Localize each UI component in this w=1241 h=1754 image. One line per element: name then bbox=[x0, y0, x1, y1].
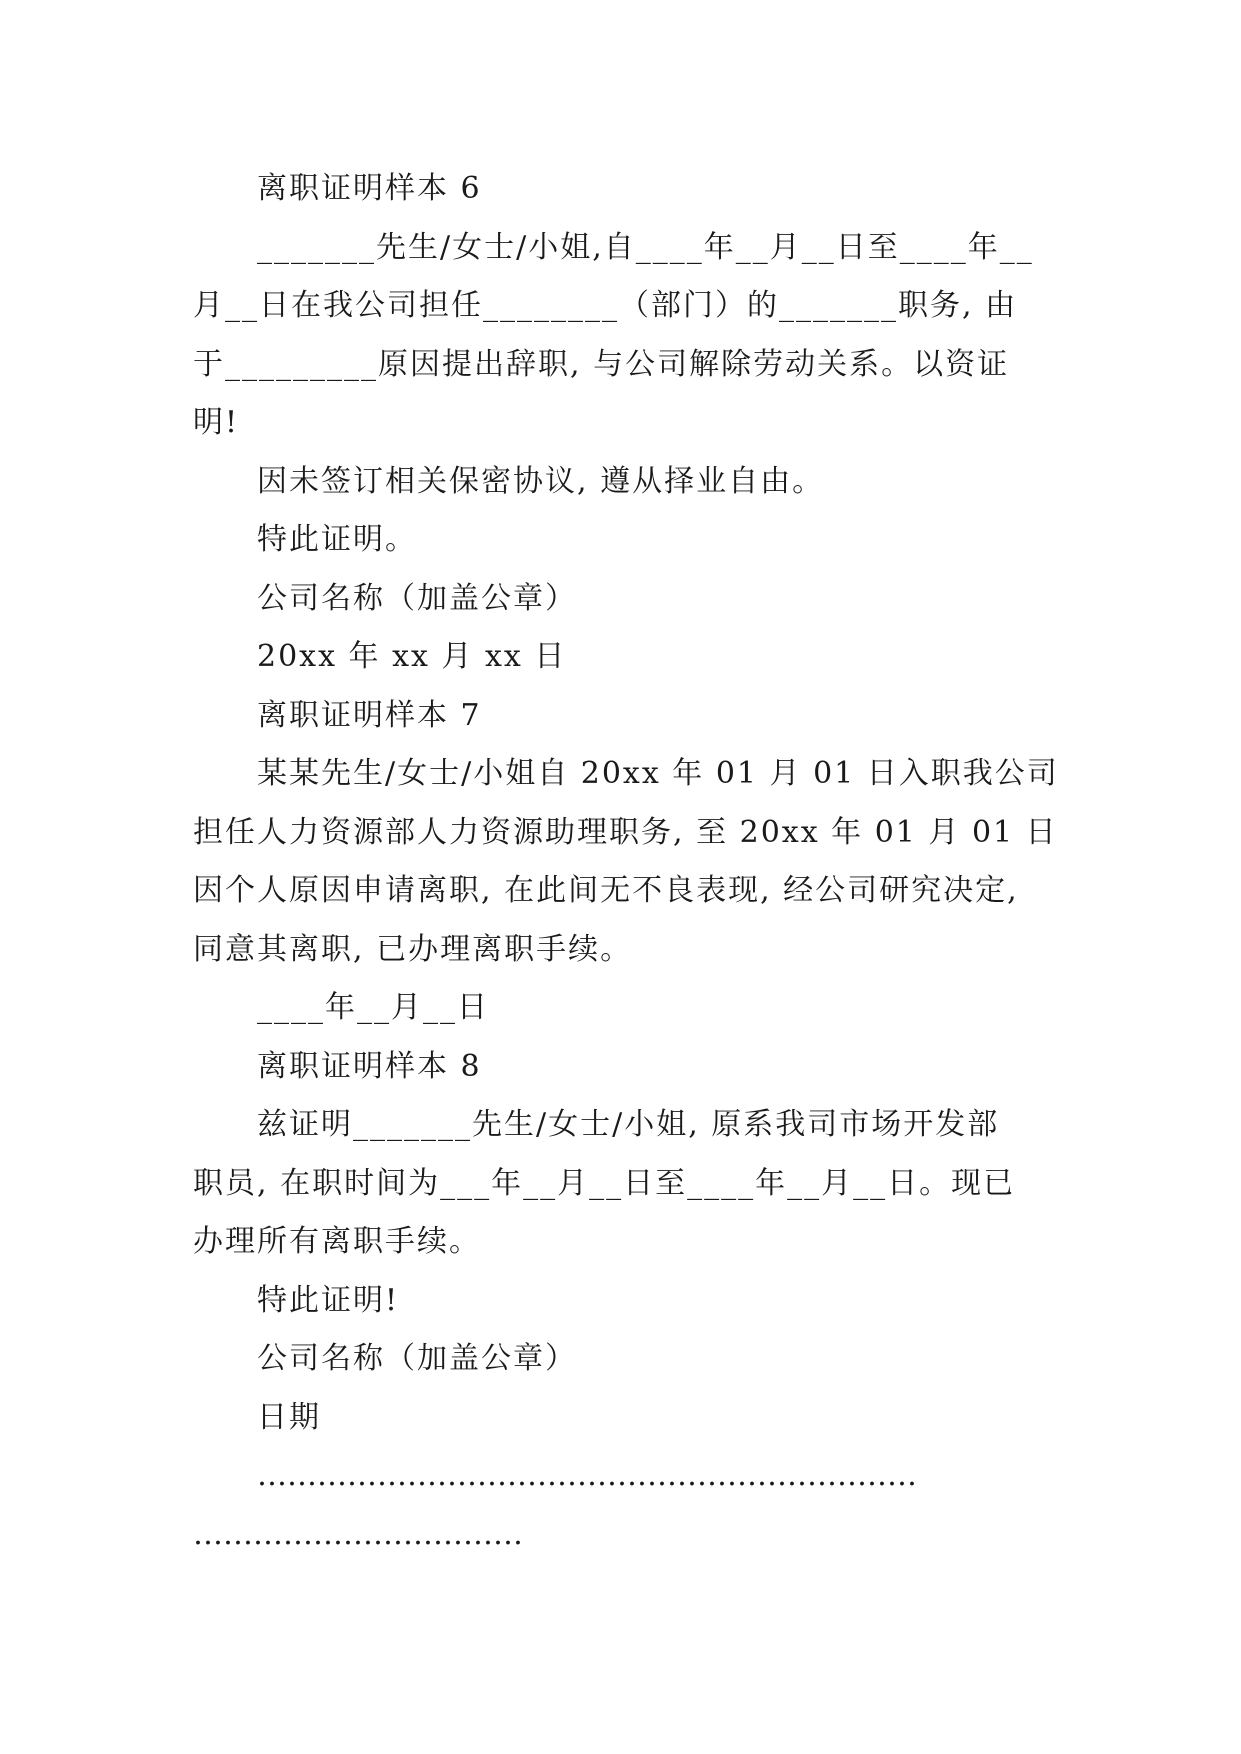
company-signature-line: 公司名称（加盖公章） bbox=[257, 1341, 577, 1376]
paragraph-line: 因个人原因申请离职, 在此间无不良表现, 经公司研究决定, bbox=[193, 873, 1019, 908]
paragraph-line: _______先生/女士/小姐,自____年__月__日至____年__ bbox=[257, 229, 1034, 265]
date-line: ____年__月__日 bbox=[257, 990, 489, 1025]
heading-sample-7: 离职证明样本 7 bbox=[257, 697, 482, 733]
document-body bbox=[193, 160, 1059, 1564]
paragraph-line: 办理所有离职手续。 bbox=[193, 1224, 481, 1259]
paragraph-line: 因未签订相关保密协议, 遵从择业自由。 bbox=[257, 463, 825, 499]
dotted-separator: …………………………… bbox=[193, 1516, 523, 1552]
company-signature-line: 公司名称（加盖公章） bbox=[257, 580, 577, 616]
dotted-separator: ………………………………………………………… bbox=[257, 1458, 917, 1493]
heading-sample-8: 离职证明样本 8 bbox=[257, 1048, 482, 1084]
paragraph-line: 职员, 在职时间为___年__月__日至____年__月__日。现已 bbox=[193, 1165, 1016, 1201]
paragraph-line: 于_________原因提出辞职, 与公司解除劳动关系。以资证 bbox=[193, 346, 1010, 382]
paragraph-line: 特此证明! bbox=[257, 1282, 400, 1318]
paragraph-line: 担任人力资源部人力资源助理职务, 至 20xx 年 01 月 01 日 bbox=[193, 814, 1058, 850]
paragraph-line: 特此证明。 bbox=[257, 522, 417, 557]
paragraph-line: 月__日在我公司担任________（部门）的_______职务, 由 bbox=[193, 288, 1018, 323]
date-line: 20xx 年 xx 月 xx 日 bbox=[257, 639, 567, 674]
heading-sample-6: 离职证明样本 6 bbox=[257, 171, 482, 206]
paragraph-line: 同意其离职, 已办理离职手续。 bbox=[193, 931, 633, 967]
date-line: 日期 bbox=[257, 1399, 321, 1435]
paragraph-line: 兹证明_______先生/女士/小姐, 原系我司市场开发部 bbox=[257, 1107, 1000, 1142]
paragraph-line: 某某先生/女士/小姐自 20xx 年 01 月 01 日入职我公司 bbox=[257, 756, 1059, 791]
paragraph-line: 明! bbox=[193, 405, 240, 440]
